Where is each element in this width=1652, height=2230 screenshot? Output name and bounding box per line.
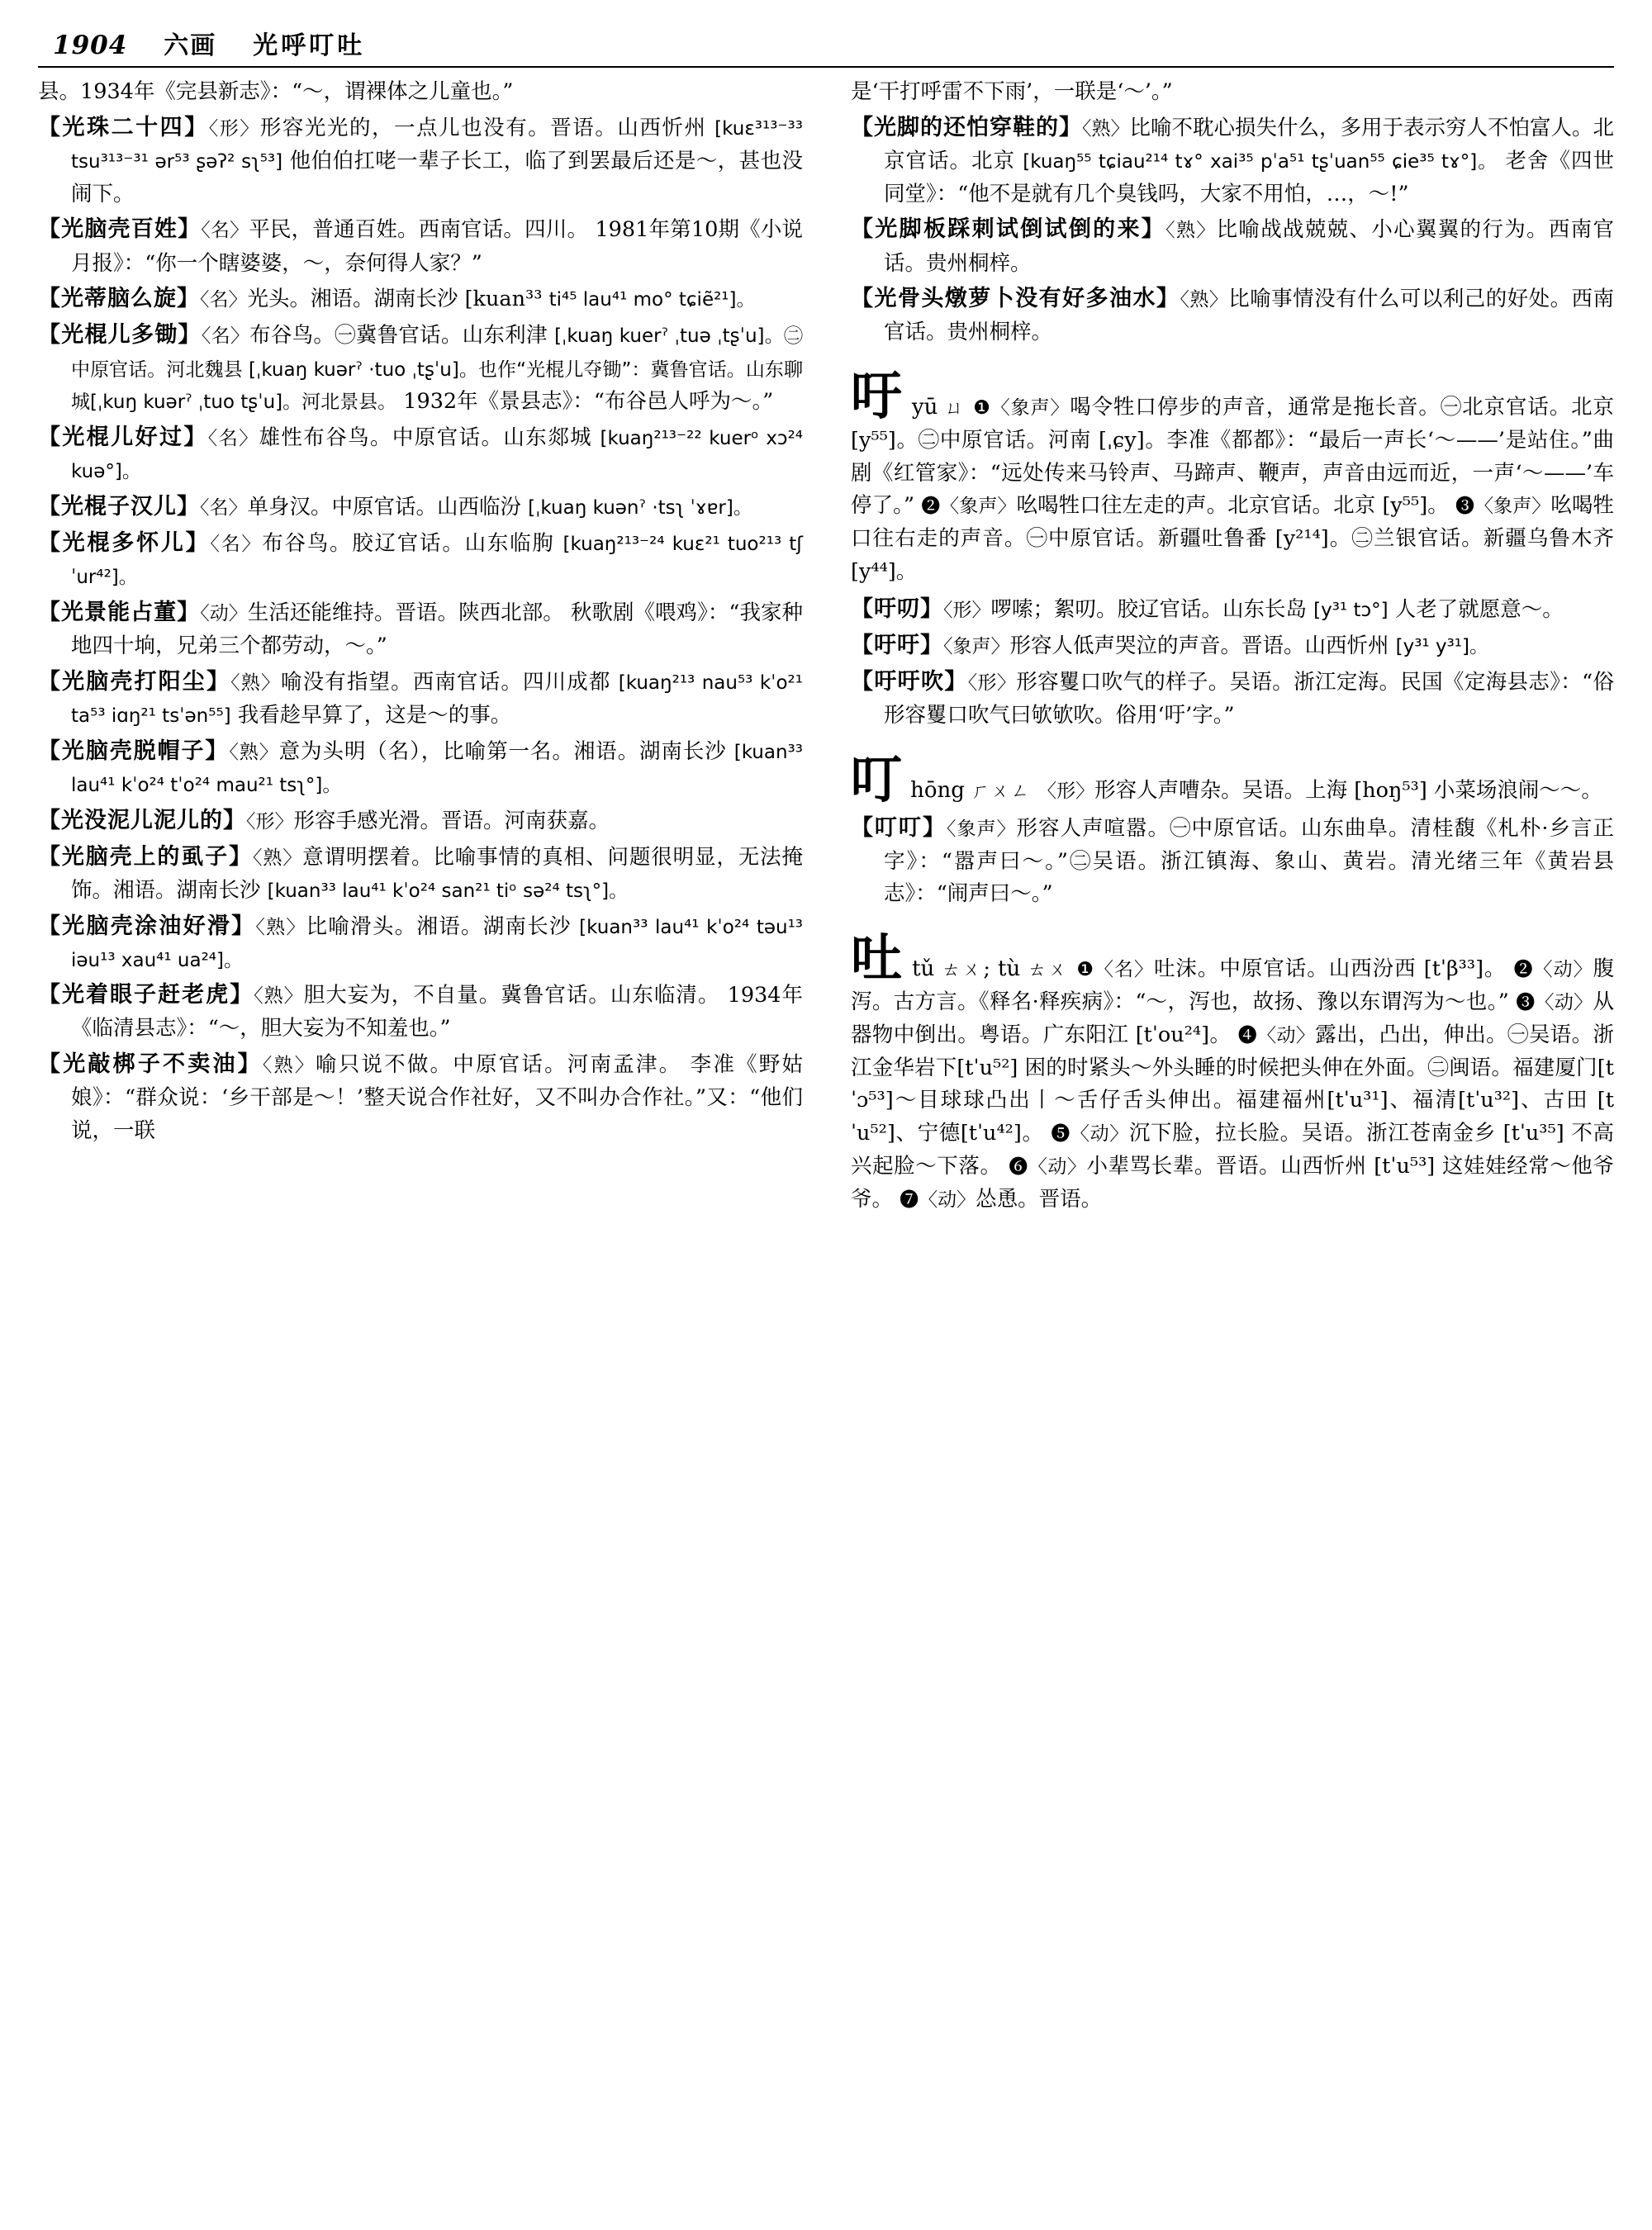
entry-headword: 【光脑壳上的虱子】 <box>38 843 253 870</box>
sense-number: ❶ <box>973 397 991 420</box>
sense-number: ❺ <box>1051 1123 1070 1146</box>
running-head <box>38 25 1614 66</box>
entry-definition: 胆大妄为，不自量。冀鲁官话。山东临清。 <box>303 983 720 1008</box>
entry-headword: 【光珠二十四】 <box>38 114 209 140</box>
entry-pos: 〈熟〉 <box>262 1055 316 1077</box>
sense-text: 喝令牲口停步的声音，通常是拖长音。㊀北京官话。北京 [y⁵⁵]。㊁中原官话。河南 [ˌɕy]。李准《都都》：“最后一声长‘～——’是站住。”曲剧《红管家》：“远处传来马铃声、马蹄声、鞭声，声音由远而近，一声‘～——’车停了。” <box>851 395 1615 519</box>
right-column <box>826 76 1614 2190</box>
entry-pos: 〈熟〉 <box>1082 117 1130 140</box>
entry-pos: 〈形〉 <box>967 671 1017 694</box>
entry-ipa: [y³¹ tɔ°] <box>1313 599 1389 621</box>
dictionary-entry <box>38 804 803 838</box>
pinyin: hōng <box>910 777 965 803</box>
dictionary-entry <box>38 909 803 977</box>
entry-pos: 〈熟〉 <box>255 916 306 938</box>
entry-headword: 【光敲梆子不卖油】 <box>38 1051 263 1078</box>
entry-ipa: [kuɛ³¹³⁻³³ tsu³¹³⁻³¹ ər⁵³ ʂəʔ² sʅ⁵³] <box>71 117 803 173</box>
entry-headword: 【吁叨】 <box>851 595 943 622</box>
entry-headword: 【光景能占董】 <box>38 599 201 625</box>
sense-number: ❸ <box>1455 496 1475 518</box>
entry-quote: 秋歌剧《喂鸡》：“我家种地四十垧，兄弟三个都劳动，～。” <box>71 600 804 658</box>
entry-ipa: [ˌkuaŋ kuerˀ ˌtuə ˌtʂˈu]。㊁中原官话。河北魏县 [ˌkuaŋ kuərˀ ·tuo ˌtʂˈu]。也作“光棍儿夺锄”：冀鲁官话。山东聊城[ˌkuŋ kuərˀ ˌtuo tʂˈu]。河北景县。 <box>71 325 804 414</box>
entry-headword: 【光蒂脑么旋】 <box>38 286 200 312</box>
entry-quote: 1934年《临清县志》：“～，胆大妄为不知羞也。” <box>71 983 804 1041</box>
entry-headword: 【光脑壳涂油好滑】 <box>38 913 256 939</box>
sense-number: ❼ <box>900 1189 919 1211</box>
entry-ipa: [kuan³³ lau⁴¹ kˈo²⁴ tˈo²⁴ mau²¹ tsʅ°]。 <box>71 741 803 796</box>
entry-headword: 【吁吁吹】 <box>851 668 968 695</box>
entry-headword: 【光脚板踩刺试倒试倒的来】 <box>851 216 1166 243</box>
dictionary-entry <box>38 734 803 802</box>
sense-number: ❷ <box>1513 959 1534 981</box>
stroke-section-label: 六画 <box>164 31 217 60</box>
entry-pos: 〈熟〉 <box>229 741 279 763</box>
pinyin-alt: tù <box>998 956 1021 982</box>
entry-pos: 〈名〉 <box>210 534 263 556</box>
entry-definition: 单身汉。中原官话。山西临汾 <box>247 494 522 520</box>
entry-definition: 布谷鸟。胶辽官话。山东临朐 <box>262 531 555 557</box>
sense-pos: 〈象声〉 <box>940 496 1017 518</box>
page-columns <box>38 76 1614 2190</box>
entry-headword: 【光脑壳打阳尘】 <box>38 668 231 695</box>
entry-definition: 啰嗦；絮叨。胶辽官话。山东长岛 <box>990 596 1308 622</box>
entry-quote: 1981年第10期《小说月报》：“你一个瞎婆婆，～，奈何得人家？” <box>71 217 804 276</box>
dictionary-entry <box>851 282 1614 349</box>
dictionary-entry <box>851 629 1614 663</box>
head-character: 吁 <box>851 366 904 427</box>
entry-ipa: [kuaŋ²¹³⁻²² kuerᵒ xɔ²⁴ kuə°]。 <box>71 428 804 483</box>
entry-ipa: [kuan³³ lau⁴¹ kˈo²⁴ san²¹ tiᵒ sə²⁴ tsʅ°]。 <box>267 880 629 902</box>
entry-definition: 形容人低声哭泣的声音。晋语。山西忻州 <box>1009 633 1389 658</box>
dictionary-entry <box>38 665 803 733</box>
character-entry <box>851 366 1615 589</box>
sense-text: 吐沫。中原官话。山西汾西 [tˈβ³³]。 <box>1153 956 1507 982</box>
entry-ipa: [ˌkuaŋ kuənˀ ·tsʅ ˈɤɐr]。 <box>528 496 752 519</box>
entry-definition: 形容人声喧嚣。㊀中原官话。山东曲阜。清桂馥《札朴·乡言正字》：“嚣声曰～。”㊁吴语。浙江镇海、象山、黄岩。清光绪三年《黄岩县志》：“闹声曰～。” <box>884 815 1615 907</box>
zhuyin: ㄊㄨ <box>942 960 984 981</box>
entry-pos: 〈名〉 <box>207 428 259 450</box>
entry-headword: 【光脚的还怕穿鞋的】 <box>851 114 1082 140</box>
sense-number: ❶ <box>1076 959 1094 981</box>
sense-pos: 〈形〉 <box>1037 780 1095 802</box>
dictionary-entry <box>851 811 1614 912</box>
character-entry <box>851 928 1615 1216</box>
entry-definition: 雄性布谷鸟。中原官话。山东郯城 <box>259 425 592 451</box>
sense-text: 小辈骂长辈。晋语。山西忻州 [tˈu⁵³] 这娃娃经常～他爷爷。 <box>851 1153 1614 1212</box>
sense-text: 怂恿。晋语。 <box>976 1186 1103 1212</box>
entry-ipa: ti⁴⁵ lau⁴¹ mo° tɕiẽ²¹]。 <box>548 289 756 311</box>
pinyin: yū <box>911 395 938 420</box>
character-head-line <box>851 748 1614 809</box>
sense-number: ❻ <box>1009 1155 1028 1178</box>
entry-headword: 【光脑壳脱帽子】 <box>38 738 230 764</box>
entry-pos: 〈名〉 <box>201 325 250 348</box>
running-headwords: 光呼叮吐 <box>253 31 366 60</box>
entry-ipa: [kuaŋ⁵⁵ tɕiau²¹⁴ tɤ° xai³⁵ pˈa⁵¹ tʂˈuan⁵⁵ ɕie³⁵ tɤ°]。 <box>1023 150 1498 173</box>
entry-headword: 【光棍子汉儿】 <box>38 493 200 520</box>
entry-definition: 喻没有指望。西南官话。四川成都 <box>280 669 611 695</box>
entry-ipa: [y³¹ y³¹]。 <box>1395 635 1488 657</box>
entry-headword: 【叮叮】 <box>851 814 947 841</box>
entry-definition: 形容矍口吹气的样子。吴语。浙江定海。民国《定海县志》：“俗形容矍口吹气曰欨欨吹。俗用‘吁’字。” <box>884 669 1615 728</box>
dictionary-entry <box>851 111 1614 211</box>
sense-pos: 〈动〉 <box>1535 992 1593 1014</box>
sense-pos: 〈名〉 <box>1094 959 1154 981</box>
entry-pos: 〈熟〉 <box>254 985 304 1008</box>
dictionary-entry <box>38 212 803 280</box>
entry-pos: 〈形〉 <box>208 117 260 140</box>
sense-pos: 〈动〉 <box>1533 959 1593 981</box>
entry-quote: 他伯伯扛咾一辈子长工，临了到罢最后还是～，甚也没闹下。 <box>71 148 803 206</box>
carryover-text: 是‘干打呼雷不下雨’，一联是‘～’。” <box>851 79 1173 104</box>
dictionary-entry <box>38 282 803 316</box>
entry-ipa: [kuan³³ lau⁴¹ kˈo²⁴ təu¹³ iəu¹³ xau⁴¹ ua²⁴]。 <box>71 916 804 971</box>
header-rule <box>38 66 1614 68</box>
sense-pos: 〈象声〉 <box>990 397 1070 420</box>
entry-quote: 1932年《景县志》：“布谷邑人呼为～。” <box>403 389 774 415</box>
dictionary-entry <box>38 595 803 663</box>
sense-text: 腹泻。古方言。《释名·释疾病》：“～，泻也，故扬、豫以东谓泻为～也。” <box>851 956 1615 1015</box>
carryover-text: 县。1934年《完县新志》：“～，谓裸体之儿童也。” <box>38 79 514 104</box>
sense-pos: 〈动〉 <box>1070 1123 1129 1146</box>
entry-definition: 形容手感光滑。晋语。河南获嘉。 <box>293 808 610 833</box>
sense-number: ❹ <box>1237 1024 1258 1046</box>
sense-pos: 〈动〉 <box>1257 1024 1316 1046</box>
entry-pos: 〈熟〉 <box>230 671 281 694</box>
entry-definition: 平民，普通百姓。西南官话。四川。 <box>249 217 589 243</box>
entry-pos: 〈动〉 <box>200 602 248 624</box>
dictionary-entry <box>851 592 1614 627</box>
entry-quote: 我看趁早算了，这是～的事。 <box>237 702 512 728</box>
entry-definition: 比喻不耽心损失什么，多用于表示穷人不怕富人。北京官话。北京 <box>884 115 1615 173</box>
sense-pos: 〈动〉 <box>1028 1155 1087 1178</box>
head-character: 吐 <box>851 928 904 989</box>
character-head-line <box>851 366 1615 589</box>
entry-pos: 〈名〉 <box>200 496 248 519</box>
entry-definition: 意为头明（名），比喻第一名。湘语。湖南长沙 <box>278 738 727 764</box>
sense-text: 形容人声嘈杂。吴语。上海 [hoŋ⁵³] 小菜场浪闹～～。 <box>1094 777 1602 803</box>
entry-definition: 生活还能维持。晋语。陕西北部。 <box>247 600 564 625</box>
entry-headword: 【光骨头燉萝卜没有好多油水】 <box>851 286 1180 312</box>
zhuyin: ㄏㄨㄥ <box>971 780 1032 802</box>
entry-headword: 【光没泥儿泥儿的】 <box>38 807 246 833</box>
dictionary-entry <box>38 420 803 488</box>
entry-headword: 【光着眼子赶老虎】 <box>38 982 254 1008</box>
sense-text: 露出，凸出，伸出。㊀吴语。浙江金华岩下[tˈu⁵²] 困的时紧头～外头睡的时候把头伸在外面。㊁闽语。福建厦门[tˈɔ⁵³]～目球球凸出丨～舌仔舌头伸出。福建福州[tˈu³¹]、福清[tˈu³²]、古田 [tˈu⁵²]、宁德[tˈu⁴²]。 <box>851 1022 1615 1146</box>
dictionary-entry <box>38 111 803 211</box>
entry-definition: 形容光光的，一点儿也没有。晋语。山西忻州 <box>259 115 707 140</box>
entry-headword: 【光脑壳百姓】 <box>38 216 202 243</box>
entry-headword: 【光棍多怀儿】 <box>38 530 211 557</box>
entry-ipa: [kuaŋ²¹³⁻²⁴ kuɛ²¹ tuo²¹³ tʃˈur⁴²]。 <box>71 534 803 589</box>
entry-headword: 【吁吁】 <box>851 632 943 658</box>
entry-definition: 比喻事情没有什么可以利己的好处。西南官话。贵州桐梓。 <box>884 287 1615 345</box>
dictionary-entry <box>38 526 803 594</box>
entry-headword: 【光棍儿多锄】 <box>38 322 202 349</box>
entry-pos: 〈熟〉 <box>1165 220 1217 242</box>
entry-pos: 〈形〉 <box>246 810 294 833</box>
sense-text: 吆喝牲口往左走的声。北京官话。北京 [y⁵⁵]。 <box>1016 493 1449 519</box>
entry-quote: 李准《野姑娘》：“群众说：‘乡干部是～！’整天说合作社好，又不叫办合作社。”又：“他们说，一联 <box>71 1052 803 1144</box>
sense-number: ❷ <box>921 496 941 518</box>
entry-definition: 喻只说不做。中原官话。河南孟津。 <box>316 1052 682 1078</box>
character-entry <box>851 748 1614 809</box>
zhuyin: ㄩ <box>945 398 966 420</box>
sense-pos: 〈动〉 <box>919 1189 976 1211</box>
dictionary-entry <box>38 840 803 908</box>
entry-definition: 比喻滑头。湘语。湖南长沙 <box>306 913 572 939</box>
dictionary-entry <box>851 665 1614 733</box>
entry-pos: 〈象声〉 <box>943 635 1010 657</box>
entry-pos: 〈名〉 <box>200 289 248 311</box>
sense-text: 沉下脸，拉长脸。吴语。浙江苍南金乡 [tˈu³⁵] 不高兴起脸～下落。 <box>851 1121 1615 1179</box>
entry-definition: 比喻战战兢兢、小心翼翼的行为。西南官话。贵州桐梓。 <box>884 217 1614 276</box>
left-column <box>38 76 826 2190</box>
sense-number: ❸ <box>1516 992 1536 1014</box>
entry-ipa: [kuaŋ²¹³ nau⁵³ kˈo²¹ ta⁵³ iɑŋ²¹ tsˈən⁵⁵] <box>71 671 803 727</box>
character-head-line: 吐 tǔ ㄊㄨ; tù ㄊㄨ ❶〈名〉吐沫。中原官话。山西汾西 [tˈβ³³]。 ❷〈动〉腹泻。古方言。《释名·释疾病》：“～，泻也，故扬、豫以东谓泻为～也。” ❸〈动〉从器物中倒出。粤语。广东阳江 [tˈou²⁴]。 ❹〈动〉露出，凸出，伸出。㊀吴语。浙江金华岩下[tˈu⁵²] 困的时紧头～外头睡的时候把头伸在外面。㊁闽语。福建厦门[tˈɔ⁵³]～目球球凸出丨～舌仔舌头伸出。福建福州[tˈu³¹]、福清[tˈu³²]、古田 [tˈu⁵²]、宁德[tˈu⁴²]。 ❺〈动〉沉下脸，拉长脸。吴语。浙江苍南金乡 [tˈu³⁵] 不高兴起脸～下落。 ❻〈动〉小辈骂长辈。晋语。山西忻州 [tˈu⁵³] 这娃娃经常～他爷爷。 ❼〈动〉怂恿。晋语。 <box>851 928 1615 1212</box>
entry-definition: 布谷鸟。㊀冀鲁官话。山东利津 <box>249 323 548 349</box>
entry-pos: 〈名〉 <box>201 220 249 242</box>
dictionary-entry <box>38 1047 803 1148</box>
head-character: 叮 <box>851 748 904 809</box>
sense-pos: 〈象声〉 <box>1474 496 1551 518</box>
dictionary-entry <box>851 212 1614 280</box>
entry-quote: 老舍《四世同堂》：“他不是就有几个臭钱吗，大家不用怕，…，～!” <box>884 148 1614 206</box>
entry-definition: 光头。湘语。湖南长沙 [kuan³³ <box>247 287 543 312</box>
dictionary-entry <box>38 318 803 419</box>
dictionary-entry <box>38 978 803 1046</box>
zhuyin-alt: ㄊㄨ <box>1028 960 1070 981</box>
entry-pos: 〈熟〉 <box>252 847 303 869</box>
sense-text: 吆喝牲口往右走的声音。㊀中原官话。新疆吐鲁番 [y²¹⁴]。㊁兰银官话。新疆乌鲁木齐 [y⁴⁴]。 <box>851 493 1615 584</box>
sense-text: 从器物中倒出。粤语。广东阳江 [tˈou²⁴]。 <box>851 989 1615 1047</box>
entry-pos: 〈形〉 <box>943 599 991 621</box>
entry-pos: 〈熟〉 <box>1180 289 1229 311</box>
dictionary-entry <box>38 490 803 524</box>
pinyin: tǔ <box>912 956 935 982</box>
page-number: 1904 <box>53 31 128 60</box>
entry-pos: 〈象声〉 <box>947 818 1017 840</box>
entry-quote: 人老了就愿意～。 <box>1394 596 1564 622</box>
entry-headword: 【光棍儿好过】 <box>38 425 208 451</box>
entry-definition: 意谓明摆着。比喻事情的真相、问题很明显，无法掩饰。湘语。湖南长沙 <box>71 844 803 903</box>
